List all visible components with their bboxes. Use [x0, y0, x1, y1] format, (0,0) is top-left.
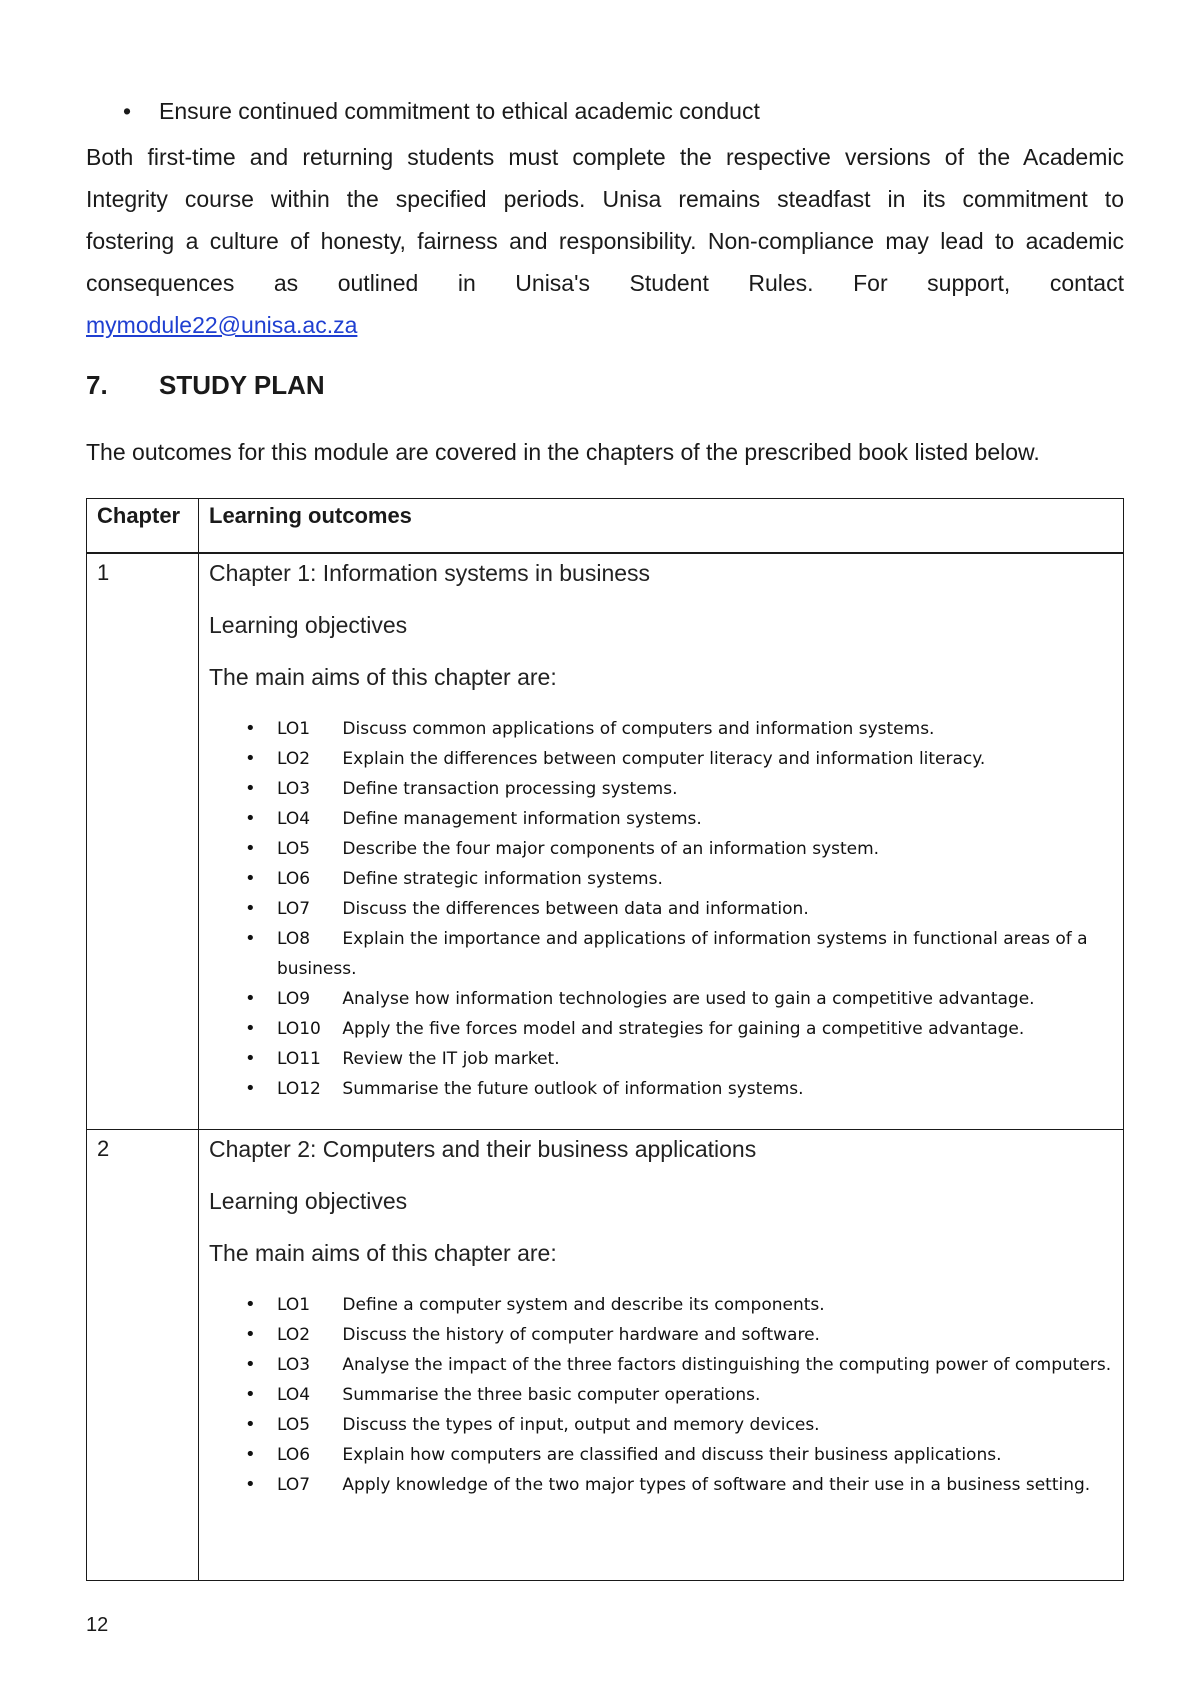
bullet-icon: • [245, 1048, 256, 1069]
support-email-link[interactable]: mymodule22@unisa.ac.za [86, 312, 358, 338]
bullet-icon: • [245, 838, 256, 859]
header-chapter: Chapter [87, 499, 199, 554]
list-item: • LO4 Define management information systems. [209, 804, 1113, 834]
aims-label: The main aims of this chapter are: [209, 664, 557, 690]
bullet-icon: • [123, 98, 132, 124]
paragraph-line: Both first-time and returning students must complete the respective versions of the Academic [86, 144, 1124, 170]
list-item: • LO2 Discuss the history of computer hardware and software. [209, 1320, 1113, 1350]
paragraph-line: Integrity course within the specified periods. Unisa remains steadfast in its commitment to [86, 186, 1124, 212]
list-item: • LO9 Analyse how information technologies are used to gain a competitive advantage. [209, 984, 1113, 1014]
list-item: • LO7 Discuss the differences between data and information. [209, 894, 1113, 924]
bullet-icon: • [245, 748, 256, 769]
chapter-number: 2 [87, 1130, 199, 1581]
list-item: • LO7 Apply knowledge of the two major types of software and their use in a business setting. [209, 1470, 1113, 1500]
list-item: • LO6 Define strategic information systems. [209, 864, 1113, 894]
integrity-paragraph [86, 136, 1124, 346]
aims-label: The main aims of this chapter are: [209, 1240, 557, 1266]
bullet-icon: • [245, 928, 256, 949]
chapter-title: Chapter 1: Information systems in business [209, 560, 651, 586]
section-intro: The outcomes for this module are covered in the chapters of the prescribed book listed below. [86, 439, 1040, 465]
list-item: • LO5 Describe the four major components of an information system. [209, 834, 1113, 864]
bullet-icon: • [245, 898, 256, 919]
list-item: • LO12 Summarise the future outlook of information systems. [209, 1074, 1113, 1104]
study-plan-table [86, 498, 1124, 1581]
bullet-icon: • [245, 1474, 256, 1495]
table-row [87, 553, 1124, 1130]
objectives-label: Learning objectives [209, 612, 408, 638]
learning-outcomes-cell [199, 553, 1124, 1130]
bullet-icon: • [245, 868, 256, 889]
outcome-list [209, 714, 1113, 1108]
section-number: 7. [86, 370, 108, 400]
chapter-title: Chapter 2: Computers and their business applications [209, 1136, 757, 1162]
bullet-icon: • [245, 1414, 256, 1435]
list-item: • LO3 Analyse the impact of the three factors distinguishing the computing power of computers. [209, 1350, 1113, 1380]
bullet-icon: • [245, 1018, 256, 1039]
list-item: • LO3 Define transaction processing systems. [209, 774, 1113, 804]
bullet-icon: • [245, 808, 256, 829]
section-title: STUDY PLAN [159, 370, 325, 400]
list-item: • LO1 Define a computer system and describe its components. [209, 1290, 1113, 1320]
list-item: • LO10 Apply the five forces model and strategies for gaining a competitive advantage. [209, 1014, 1113, 1044]
bullet-icon: • [245, 1354, 256, 1375]
bullet-icon: • [245, 718, 256, 739]
list-item: • LO2 Explain the differences between computer literacy and information literacy. [209, 744, 1113, 774]
list-item: • LO11 Review the IT job market. [209, 1044, 1113, 1074]
page-number: 12 [86, 1614, 109, 1636]
table-header-row [87, 499, 1124, 554]
bullet-icon: • [245, 1384, 256, 1405]
bullet-text: Ensure continued commitment to ethical academic conduct [159, 98, 760, 124]
table-row [87, 1130, 1124, 1581]
outcome-list [209, 1290, 1113, 1504]
paragraph-line: consequences as outlined in Unisa's Student Rules. For support, contact [86, 270, 1124, 296]
list-item: • LO5 Discuss the types of input, output and memory devices. [209, 1410, 1113, 1440]
bullet-icon: • [245, 778, 256, 799]
chapter-number: 1 [87, 553, 199, 1130]
list-item: • LO6 Explain how computers are classified and discuss their business applications. [209, 1440, 1113, 1470]
bullet-icon: • [245, 1294, 256, 1315]
paragraph-line: fostering a culture of honesty, fairness and responsibility. Non-compliance may lead to academic [86, 228, 1124, 254]
objectives-label: Learning objectives [209, 1188, 408, 1214]
bullet-icon: • [245, 988, 256, 1009]
bullet-icon: • [245, 1078, 256, 1099]
bullet-icon: • [245, 1444, 256, 1465]
bullet-icon: • [245, 1324, 256, 1345]
list-item: • LO4 Summarise the three basic computer operations. [209, 1380, 1113, 1410]
list-item: • LO8 Explain the importance and applications of information systems in functional areas of a business. [209, 924, 1113, 984]
learning-outcomes-cell [199, 1130, 1124, 1581]
list-item: • LO1 Discuss common applications of computers and information systems. [209, 714, 1113, 744]
header-learning-outcomes: Learning outcomes [199, 499, 1124, 554]
